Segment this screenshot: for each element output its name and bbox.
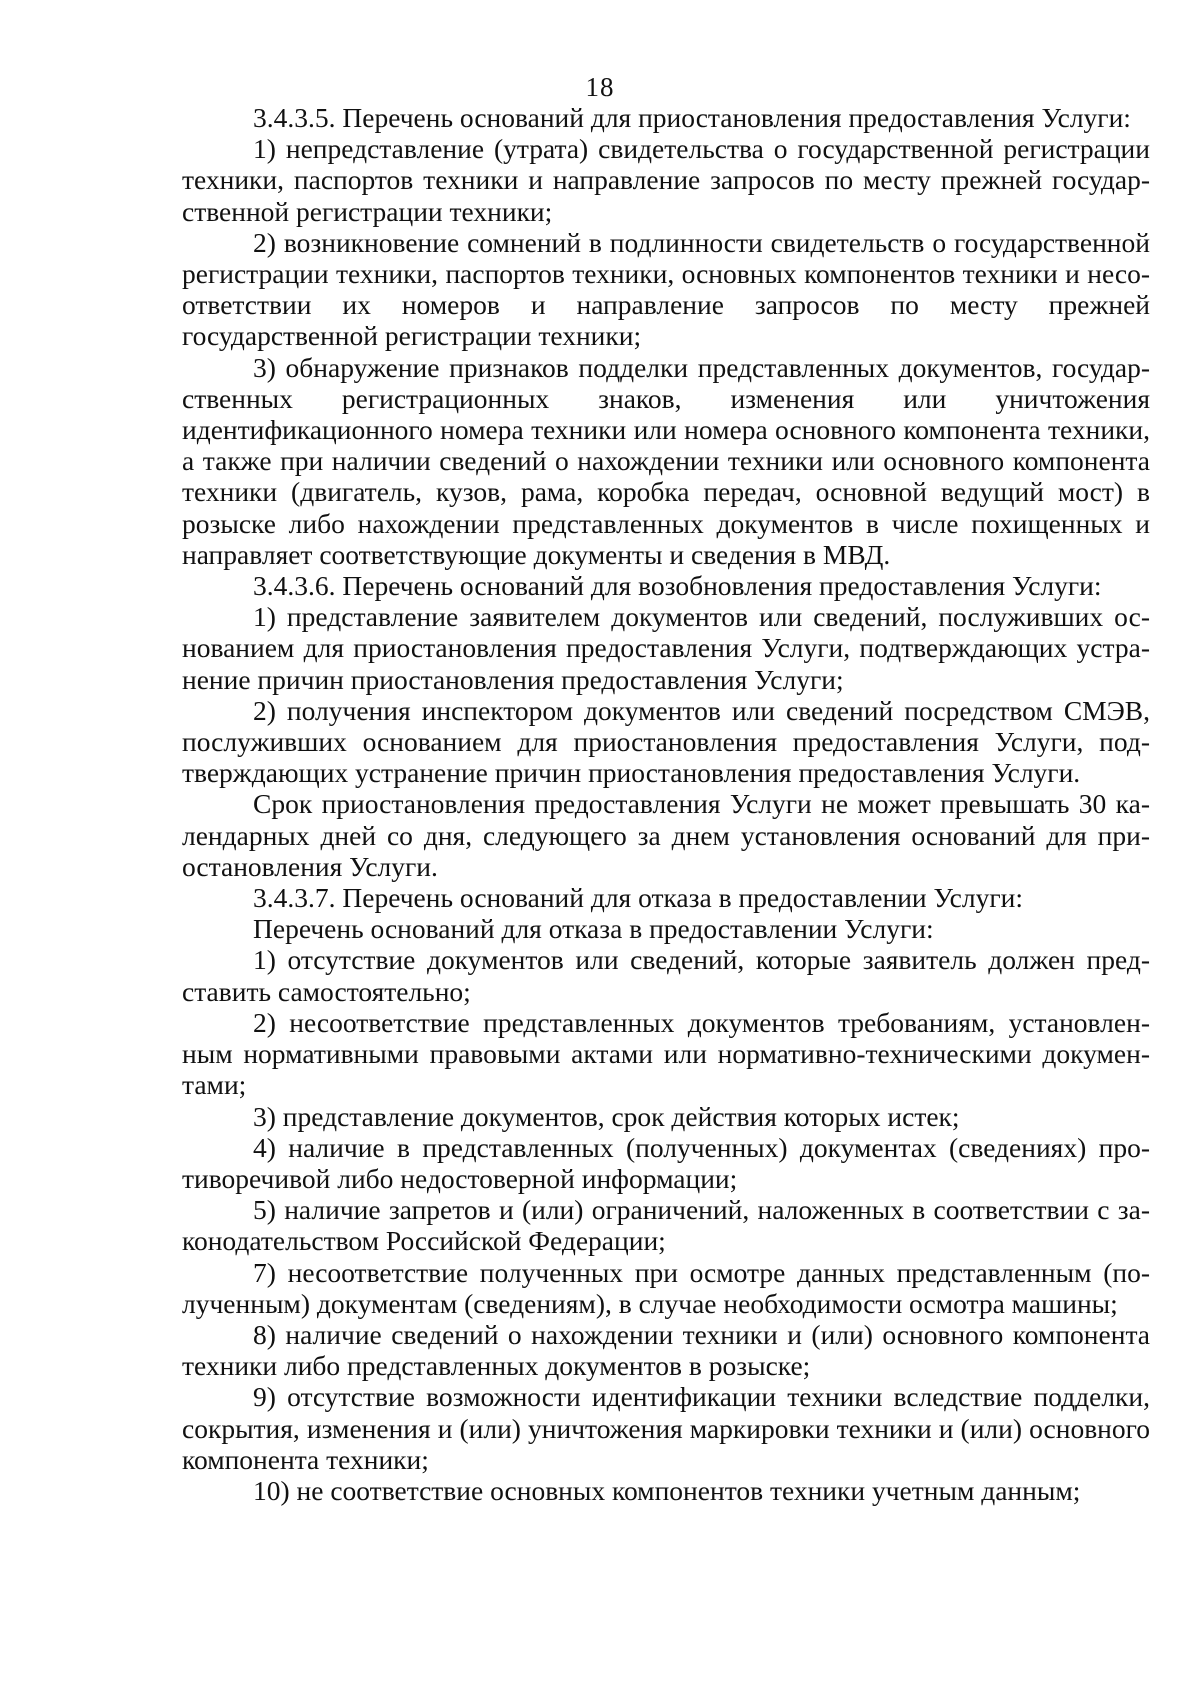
list-item: 5) наличие запретов и (или) ограничений, наложенных в соответствии с законодательством Российской Федерации; xyxy=(182,1194,1150,1257)
page-number: 18 xyxy=(585,72,615,102)
list-item: 1) отсутствие документов или сведений, которые заявитель должен представить самостоятельно; xyxy=(182,944,1150,1007)
list-item: 2) несоответствие представленных документов требованиям, установленным нормативными правовыми актами или нормативно-техническими документами; xyxy=(182,1006,1150,1101)
section-heading-3-4-3-6: 3.4.3.6. Перечень оснований для возобновления предоставления Услуги: xyxy=(253,570,1102,602)
list-item: 8) наличие сведений о нахождении техники и (или) основного компонента техники либо представленных документов в розыске; xyxy=(182,1318,1150,1382)
list-item: 7) несоответствие полученных при осмотре данных представленным (полученным) документам (сведениям), в случае необходимости осмотра машины; xyxy=(182,1256,1150,1319)
list-item: 3) обнаружение признаков подделки представленных документов, государственных регистрационных знаков, изменения или уничтожения идентификационного номера техники или номера основного компонента техники, а также при наличии сведений о нахождении техники или основного компонента техники (двигатель, кузов, рама, коробка передач, основной ведущий мост) в розыске либо нахождении представленных документов в числе похищенных и направляет соответствующие документы и сведения в МВД. xyxy=(182,351,1150,570)
document-body xyxy=(182,102,1150,1506)
list-item: 1) представление заявителем документов или сведений, послуживших основанием для приостановления предоставления Услуги, подтверждающих устранение причин приостановления предоставления Услуги; xyxy=(182,601,1150,695)
list-item: 3) представление документов, срок действия которых истек; xyxy=(253,1100,960,1132)
list-item: 9) отсутствие возможности идентификации техники вследствие подделки, сокрытия, изменения и (или) уничтожения маркировки техники и (или) основного компонента техники; xyxy=(182,1381,1150,1475)
body-paragraph: Перечень оснований для отказа в предоставлении Услуги: xyxy=(253,913,934,945)
list-item: 4) наличие в представленных (полученных) документах (сведениях) противоречивой либо недостоверной информации; xyxy=(182,1131,1150,1194)
section-heading-3-4-3-7: 3.4.3.7. Перечень оснований для отказа в предоставлении Услуги: xyxy=(253,882,1023,914)
list-item: 1) непредставление (утрата) свидетельства о государственной регистрации техники, паспортов техники и направление запросов по месту прежней государственной регистрации техники; xyxy=(182,133,1150,227)
list-item: 2) возникновение сомнений в подлинности свидетельств о государственной регистрации техники, паспортов техники, основных компонентов техники и несоответствии их номеров и направление запросов по месту прежней государственной регистрации техники; xyxy=(182,226,1150,352)
body-paragraph: Срок приостановления предоставления Услуги не может превышать 30 календарных дней со дня, следующего за днем установления оснований для приостановления Услуги. xyxy=(182,788,1150,882)
section-heading-3-4-3-5: 3.4.3.5. Перечень оснований для приостановления предоставления Услуги: xyxy=(253,102,1131,133)
list-item: 2) получения инспектором документов или сведений посредством СМЭВ, послуживших основанием для приостановления предоставления Услуги, подтверждающих устранение причин приостановления предоставления Услуги. xyxy=(182,694,1150,789)
list-item: 10) не соответствие основных компонентов техники учетным данным; xyxy=(253,1474,1081,1506)
